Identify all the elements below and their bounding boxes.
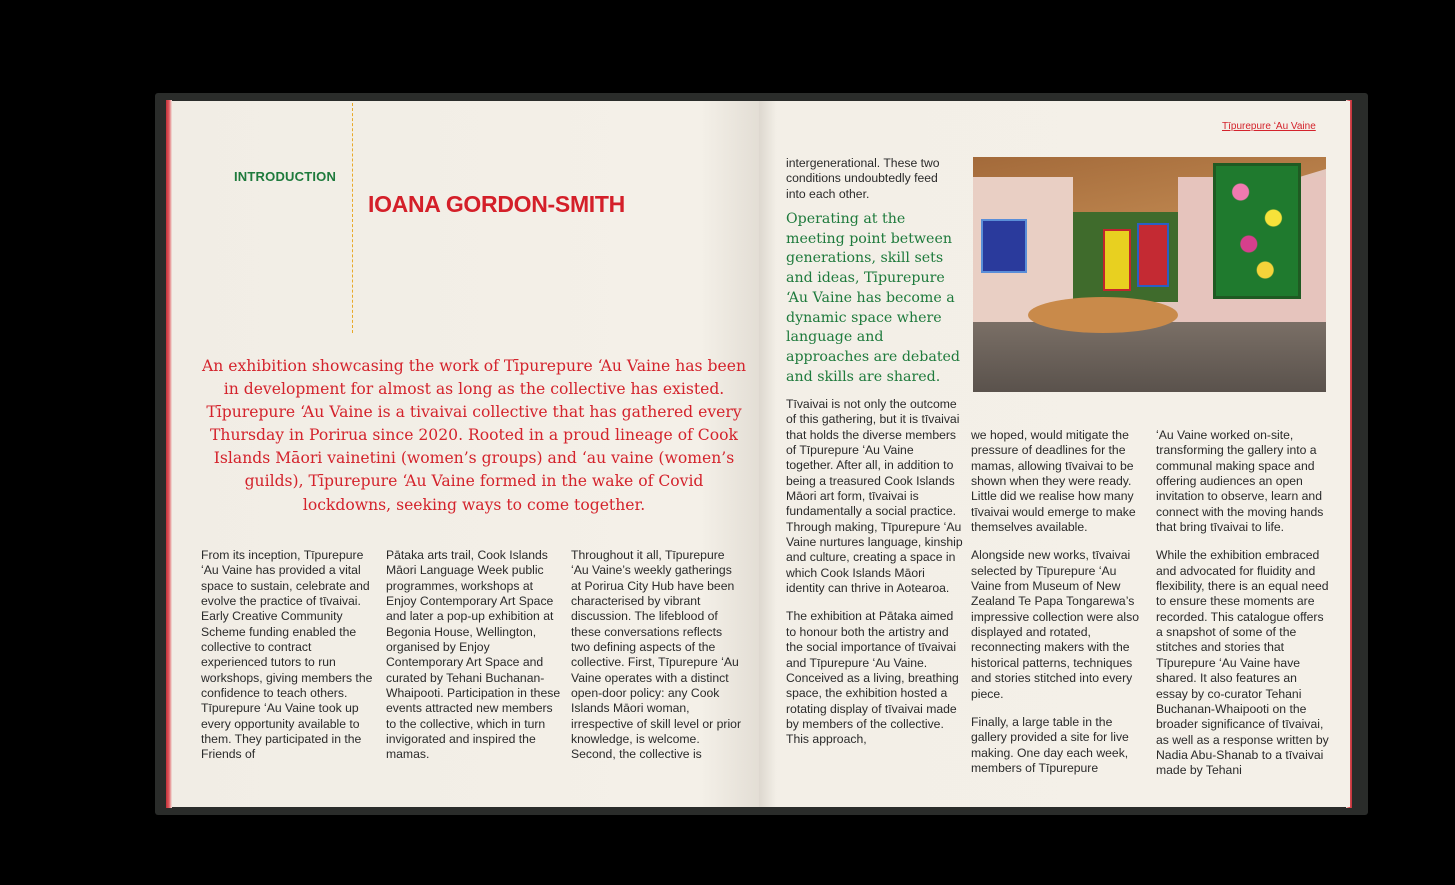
paragraph: we hoped, would mitigate the pressure of deadlines for the mamas, allowing tīvaivai to be shown when they were ready. Little did we realise how many tīvaivai would emerge to make themselves available. bbox=[971, 428, 1136, 535]
paragraph: From its inception, Tīpurepure ʻAu Vaine has provided a vital space to sustain, celebrate and evolve the practice of tīvaivai. Early Creative Community Scheme funding enabled the collective to contract experienced tutors to run workshops, giving members the confidence to teach others. Tīpurepure ʻAu Vaine took up every opportunity available to them. They participated in the Friends of bbox=[201, 548, 373, 762]
paragraph: Tīvaivai is not only the outcome of this gathering, but it is tīvaivai that holds the diverse members of Tīpurepure ʻAu Vaine together. After all, in addition to being a treasured Cook Islands Māori art form, tīvaivai is fundamentally a social practice. Through making, Tīpurepure ʻAu Vaine nurtures language, kinship and culture, creating a space in which Cook Islands Māori identity can thrive in Aotearoa. bbox=[786, 397, 963, 596]
body-column-2 bbox=[386, 548, 564, 776]
paragraph: Finally, a large table in the gallery provided a site for live making. One day each week, members of Tīpurepure bbox=[971, 714, 1129, 775]
red-quilt bbox=[1137, 223, 1169, 287]
dashed-divider bbox=[352, 103, 353, 333]
flower-quilt bbox=[1213, 163, 1301, 299]
body-column-3 bbox=[571, 548, 741, 776]
right-column-3 bbox=[1156, 428, 1330, 792]
running-head-link[interactable]: Tīpurepure ʻAu Vaine bbox=[1222, 121, 1316, 132]
pull-quote: Operating at the meeting point between generations, skill sets and ideas, Tīpurepure ʻAu Vaine has become a dynamic space where language and approaches are debated and skills are shared. bbox=[786, 211, 961, 385]
paragraph: ʻAu Vaine worked on-site, transforming the gallery into a communal making space and offering audiences an open invitation to observe, learn and connect with the moving hands that bring tīvaivai to life. bbox=[1156, 428, 1324, 535]
paragraph: While the exhibition embraced and advocated for fluidity and flexibility, there is an equal need to ensure these moments are recorded. This catalogue offers a snapshot of some of the stitches and stories that Tīpurepure ʻAu Vaine have shared. It also features an essay by co-curator Tehani Buchanan-Whaipooti on the broader significance of tīvaivai, as well as a response written by Nadia Abu-Shanab to a tīvaivai made by Tehani bbox=[1156, 548, 1329, 778]
lede-paragraph: An exhibition showcasing the work of Tīpurepure ʻAu Vaine has been in development for almost as long as the collective has existed. Tīpurepure ʻAu Vaine is a tivaivai collective that has gathered every Thursday in Porirua since 2020. Rooted in a proud lineage of Cook Islands Māori vainetini (women’s groups) and ʻau vaine (women’s guilds), Tīpurepure ʻAu Vaine formed in the wake of Covid lockdowns, seeking ways to come together. bbox=[201, 357, 746, 514]
section-label: INTRODUCTION bbox=[234, 169, 337, 184]
paragraph: Alongside new works, tīvaivai selected by Tīpurepure ʻAu Vaine from Museum of New Zealand Te Papa Tongarewa’s impressive collection were also displayed and rotated, reconnecting makers with the historical patterns, techniques and stories stitched into every piece. bbox=[971, 548, 1139, 701]
paragraph: Pātaka arts trail, Cook Islands Māori Language Week public programmes, workshops at Enjoy Contemporary Art Space and later a pop-up exhibition at Begonia House, Wellington, organised by Enjoy Contemporary Art Space and curated by Tehani Buchanan-Whaipooti. Participation in these events attracted new members to the collective, which in turn invigorated and inspired the mamas. bbox=[386, 548, 561, 762]
gallery-photo bbox=[973, 157, 1326, 392]
blue-quilt bbox=[981, 219, 1027, 273]
yellow-quilt bbox=[1103, 229, 1131, 291]
body-column-1 bbox=[201, 548, 377, 776]
continued-text bbox=[786, 156, 956, 215]
table bbox=[1028, 297, 1178, 333]
paragraph: intergenerational. These two conditions undoubtedly feed into each other. bbox=[786, 156, 940, 201]
right-column-2 bbox=[971, 428, 1141, 789]
right-column-1 bbox=[786, 397, 964, 761]
floor bbox=[973, 322, 1326, 392]
author-name: IOANA GORDON-SMITH bbox=[368, 191, 625, 217]
paragraph: The exhibition at Pātaka aimed to honour both the artistry and the social importance of tīvaivai and Tīpurepure ʻAu Vaine. Conceived as a living, breathing space, the exhibition hosted a rotating display of tīvaivai made by members of the collective. This approach, bbox=[786, 609, 959, 747]
paragraph: Throughout it all, Tīpurepure ʻAu Vaine’s weekly gatherings at Porirua City Hub have been characterised by vibrant discussion. The lifeblood of these conversations reflects two defining aspects of the collective. First, Tīpurepure ʻAu Vaine operates with a distinct open-door policy: any Cook Islands Māori woman, irrespective of skill level or prior knowledge, is welcome. Second, the collective is bbox=[571, 548, 742, 762]
